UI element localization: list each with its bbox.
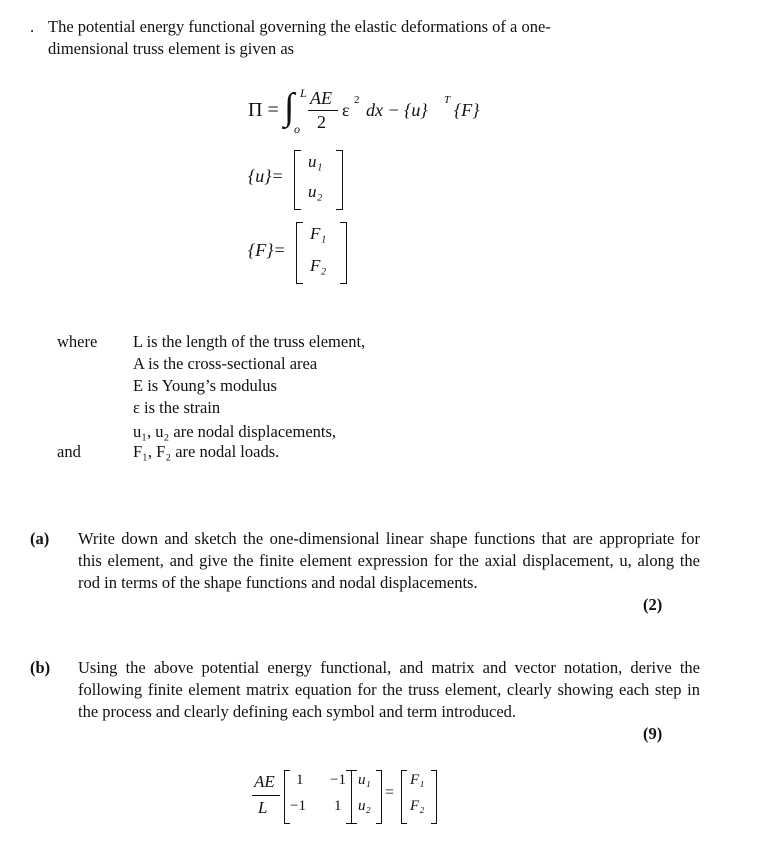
part-b-text: Using the above potential energy functional, and matrix and vector notation, derive the following finite element matrix equation for the truss element, clearly showing each step in the process and clearly defining each symbol and term introduced. [78, 658, 700, 721]
final-F2: F₂ [410, 798, 425, 814]
integral-upper-limit: L [300, 86, 307, 100]
integral-lower-limit: o [294, 122, 300, 136]
and-label: and [57, 442, 81, 461]
def-length: L is the length of the truss element, [133, 332, 366, 351]
force-vector: {F} [454, 100, 480, 120]
def-youngs-modulus: E is Young’s modulus [133, 376, 277, 395]
part-a-text: Write down and sketch the one-dimensional linear shape functions that are appropriate for this element, and give the finite element expression for the axial displacement, u, along the rod in terms of the shape functions and nodal displacements. [78, 529, 700, 592]
left-bracket [294, 150, 301, 210]
fraction-denominator: 2 [317, 112, 326, 132]
equation-potential-energy [248, 86, 508, 142]
transpose-T: T [444, 94, 451, 106]
def-nodal-loads: F₁, F₂ are nodal loads. [133, 442, 280, 461]
def-nodal-displacements: u₁, u₂ are nodal displacements, [133, 422, 337, 441]
equation-stiffness-matrix [250, 768, 450, 828]
u1-entry: u₁ [308, 152, 323, 171]
k11: 1 [296, 772, 304, 788]
equals-sign: = [385, 784, 395, 801]
u-vec-left-bracket [351, 770, 357, 824]
F-vec-right-bracket [431, 770, 437, 824]
right-bracket [336, 150, 343, 210]
def-strain: ε is the strain [133, 398, 221, 417]
equation-u-vector [248, 148, 358, 212]
k12: −1 [330, 772, 346, 788]
coefficient-bar [252, 795, 280, 796]
final-F1: F₁ [410, 772, 425, 788]
strain-symbol: ε [342, 100, 350, 120]
u-lhs: {u}= [248, 166, 284, 186]
coefficient-denominator: L [258, 798, 268, 817]
F-vec-left-bracket [401, 770, 407, 824]
final-u1: u₁ [358, 772, 371, 788]
part-a-marks: (2) [643, 595, 663, 614]
pi-lhs: Π = [248, 99, 279, 121]
matrix-left-bracket [284, 770, 290, 824]
part-a-label: (a) [30, 529, 50, 548]
part-b-marks: (9) [643, 724, 663, 743]
intro-line-2: dimensional truss element is given as [48, 39, 295, 58]
F2-entry: F₂ [310, 256, 327, 275]
strain-exponent: 2 [354, 94, 360, 106]
dx-minus-u: dx − {u} [366, 100, 428, 120]
def-area: A is the cross-sectional area [133, 354, 318, 373]
u2-entry: u₂ [308, 182, 323, 201]
part-b-label: (b) [30, 658, 51, 677]
fraction-bar [308, 110, 338, 111]
where-label: where [57, 332, 98, 351]
final-u2: u₂ [358, 798, 371, 814]
coefficient-numerator: AE [254, 772, 275, 791]
equation-F-vector [248, 220, 358, 286]
bullet: . [30, 17, 35, 36]
right-bracket [340, 222, 347, 284]
u-vec-right-bracket [376, 770, 382, 824]
intro-line-1: The potential energy functional governing the elastic deformations of a one- [48, 17, 551, 36]
k21: −1 [290, 798, 306, 814]
integral-sign: ∫ [284, 86, 295, 128]
left-bracket [296, 222, 303, 284]
fraction-numerator: AE [310, 88, 332, 108]
k22: 1 [334, 798, 342, 814]
F-lhs: {F}= [248, 240, 286, 260]
F1-entry: F₁ [310, 224, 327, 243]
